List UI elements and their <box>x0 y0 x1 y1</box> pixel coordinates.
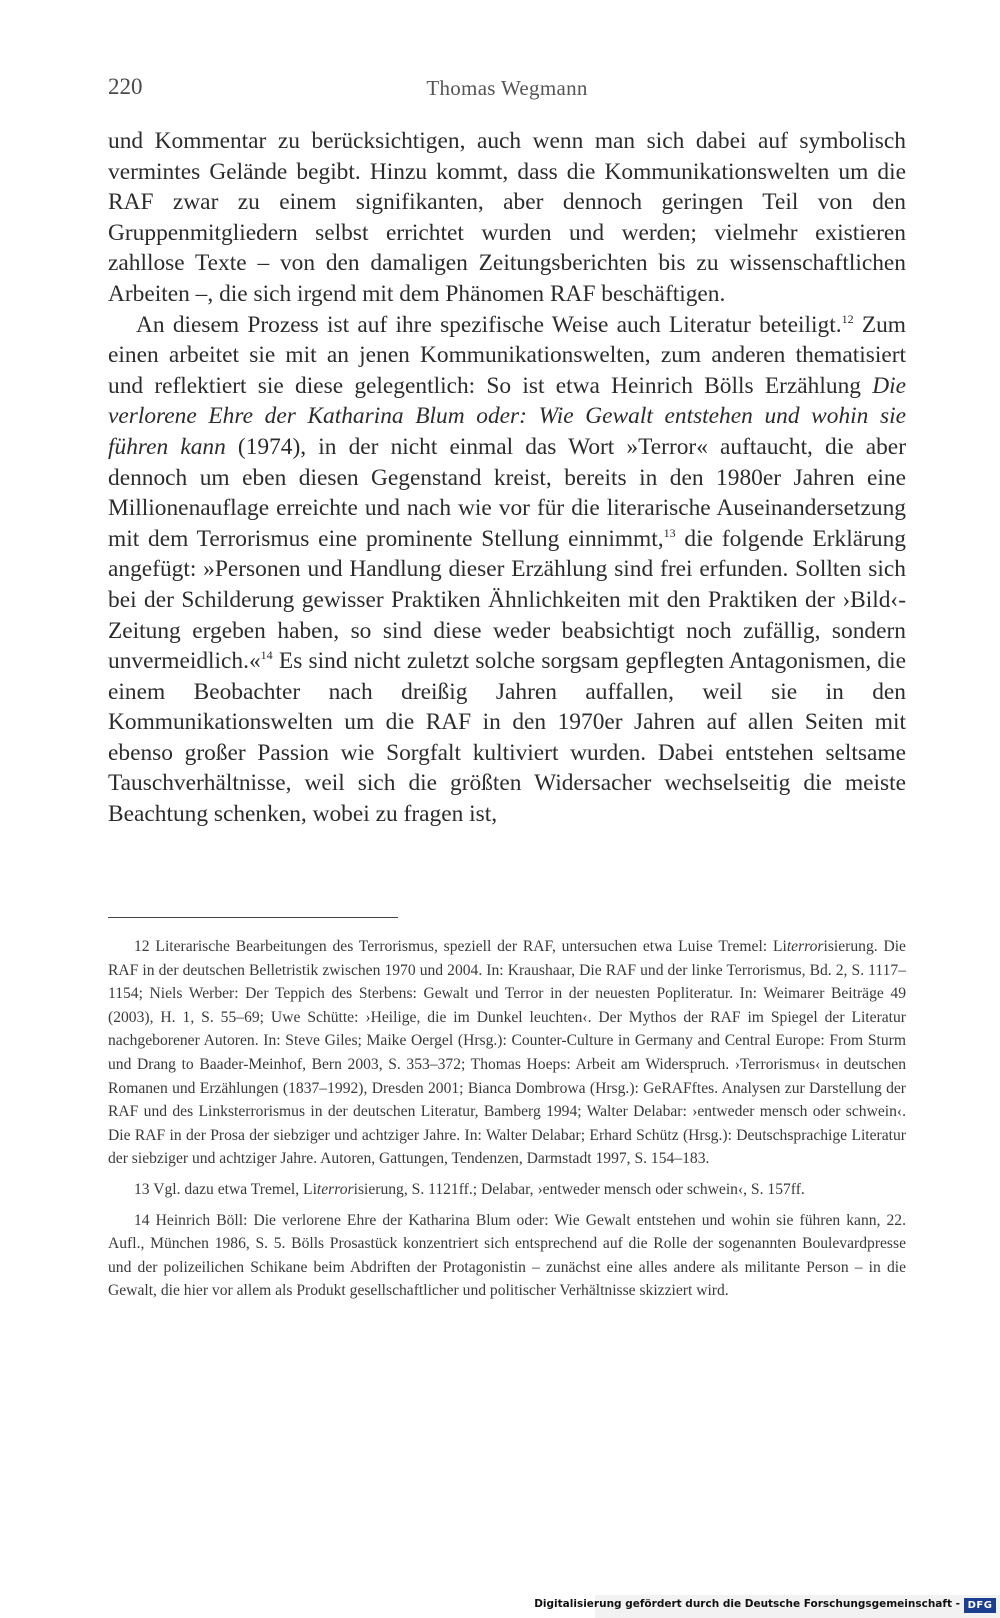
footnote-14: 14 Heinrich Böll: Die verlorene Ehre der Katharina Blum oder: Wie Gewalt entstehen und wohin sie führen kann, 22. Aufl., München 1986, S. 5. Bölls Prosastück konzentriert sich entsprechend auf die Rolle der sogenannten Boulevardpresse und der polizeilichen Schikane beim Abdriften der Protagonistin – zunächst eine alles andere als militante Person – in die Gewalt, die hier vor allem als Produkt gesellschaftlicher und politischer Verhältnisse skizziert wird. <box>108 1211 906 1300</box>
footnote-13-text-a: 13 Vgl. dazu etwa Tremel, Li <box>134 1180 317 1198</box>
funding-credit: Digitalisierung gefördert durch die Deutsche Forschungsgemeinschaft - <box>534 1598 960 1610</box>
paragraph-1: und Kommentar zu berücksichtigen, auch wenn man sich dabei auf symbolisch vermintes Gelände begibt. Hinzu kommt, dass die Kommunikationswelten um die RAF zwar zu einem signifikanten, aber dennoch geringen Teil von den Gruppenmitgliedern selbst errichtet wurden und werden; vielmehr existieren zahllose Texte – von den damaligen Zeitungsberichten bis zu wissenschaftlichen Arbeiten –, die sich irgend mit dem Phänomen RAF beschäftigen. <box>108 128 906 307</box>
paragraph-2-text-b: Zum einen arbeitet sie mit an jenen Kommunikationswelten, zum anderen thematisiert und reflektiert sie diese gelegentlich: So ist etwa Heinrich Bölls Erzählung <box>108 311 906 399</box>
page-header <box>108 74 906 108</box>
page-number: 220 <box>108 74 143 99</box>
footnote-ref-12: 12 <box>841 311 854 326</box>
paragraph-2-text-d: die folgende Erklärung angefügt: »Personen und Handlung dieser Erzählung sind frei erfunden. Sollten sich bei der Schilderung gewisser Praktiken Ähnlichkeiten mit den Praktiken der ›Bild‹-Zeitung ergeben haben, so sind diese weder beabsichtigt noch zufällig, sondern unvermeidlich.« <box>108 525 907 675</box>
footnotes <box>108 935 906 1310</box>
footnote-ref-13: 13 <box>663 525 676 540</box>
footnote-12-text-b: isierung. Die RAF in der deutschen Belletristik zwischen 1970 und 2004. In: Kraushaar, Die RAF und der linke Terrorismus, Bd. 2, S. 1117–1154; Niels Werber: Der Teppich des Sterbens: Gewalt und Terror in der neuesten Popliteratur. In: Weimarer Beiträge 49 (2003), H. 1, S. 55–69; Uwe Schütte: ›Heilige, die im Dunkel leuchten‹. Der Mythos der RAF im Spiegel der Literatur nachgeborener Autoren. In: Steve Giles; Maike Oergel (Hrsg.): Counter-Culture in Germany and Central Europe: From Sturm und Drang to Baader-Meinhof, Bern 2003, S. 353–372; Thomas Hoeps: Arbeit am Widerspruch. ›Terrorismus‹ in deutschen Romanen und Erzählungen (1837–1992), Dresden 2001; Bianca Dombrowa (Hrsg.): GeRAFftes. Analysen zur Darstellung der RAF und des Linksterrorismus in der deutschen Literatur, Bamberg 1994; Walter Delabar: ›entweder mensch oder schwein‹. Die RAF in der Prosa der siebziger und achtziger Jahre. In: Walter Delabar; Erhard Schütz (Hrsg.): Deutschsprachige Literatur der siebziger und achtziger Jahre. Autoren, Gattungen, Tendenzen, Darmstadt 1997, S. 154–183. <box>108 938 906 1168</box>
footnote-13-italic: terror <box>316 1180 354 1198</box>
footnote-ref-14: 14 <box>260 648 273 663</box>
footnote-12 <box>108 935 906 1171</box>
footnote-12-italic: terror <box>786 938 824 955</box>
main-text <box>108 126 906 830</box>
footnote-divider <box>108 917 398 918</box>
paragraph-2-text-a: An diesem Prozess ist auf ihre spezifische Weise auch Literatur beteiligt. <box>136 311 842 338</box>
digitization-footer <box>534 1595 1000 1618</box>
dfg-logo-icon: DFG <box>964 1598 996 1613</box>
footnote-13-text-b: isierung, S. 1121ff.; Delabar, ›entweder mensch oder schwein‹, S. 157ff. <box>353 1180 805 1198</box>
running-head: Thomas Wegmann <box>426 76 588 100</box>
footnote-13 <box>108 1178 906 1202</box>
footnote-12-text-a: 12 Literarische Bearbeitungen des Terrorismus, speziell der RAF, untersuchen etwa Luise Tremel: Li <box>134 938 787 955</box>
paragraph-2 <box>108 310 906 830</box>
paragraph-2-text-e: Es sind nicht zuletzt solche sorgsam gepflegten Antagonismen, die einem Beobachter nach dreißig Jahren auffallen, weil sie in den Kommunikationswelten um die RAF in den 1970er Jahren auf allen Seiten mit ebenso großer Passion wie Sorgfalt kultiviert wurden. Dabei entstehen seltsame Tauschverhältnisse, weil sich die größten Widersacher wechselseitig die meiste Beachtung schenken, wobei zu fragen ist, <box>108 648 906 828</box>
book-title: Die verlorene Ehre der Katharina Blum oder: Wie Gewalt entstehen und wohin sie führen kann <box>108 372 906 460</box>
paragraph-2-text-c: (1974), in der nicht einmal das Wort »Terror« auftaucht, die aber dennoch um eben diesen Gegenstand kreist, bereits in den 1980er Jahren eine Millionenauflage erreichte und nach wie vor für die literarische Auseinandersetzung mit dem Terrorismus eine prominente Stellung einnimmt, <box>108 433 906 552</box>
